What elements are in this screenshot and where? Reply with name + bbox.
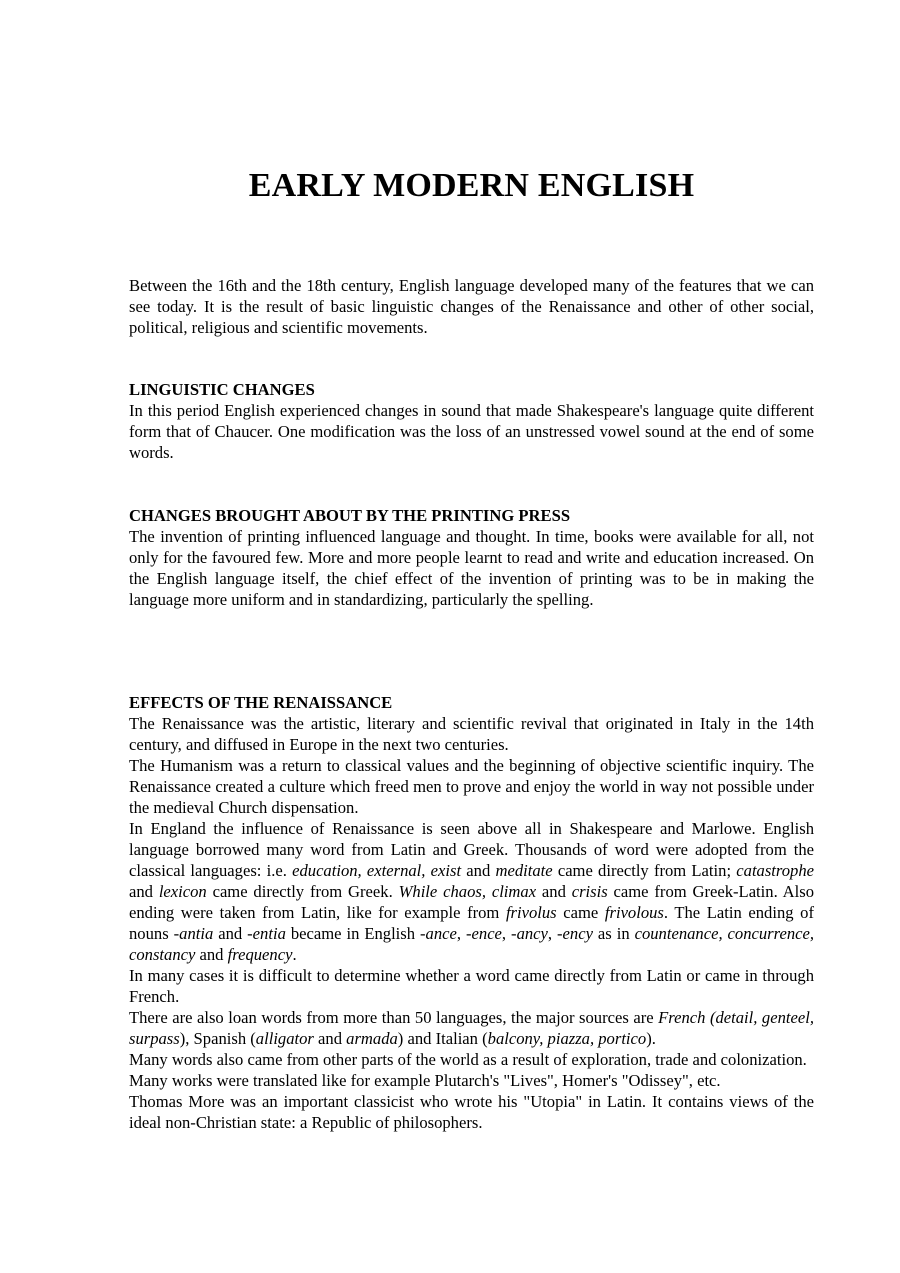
italic-term: crisis [571, 882, 608, 901]
text-run: ). [646, 1029, 656, 1048]
text-run: and [129, 882, 159, 901]
italic-term: -ancy [511, 924, 548, 943]
text-run: became in English [285, 924, 421, 943]
intro-section [129, 275, 814, 338]
text-run: and [195, 945, 228, 964]
text-run: , [456, 924, 466, 943]
text-run: as in [592, 924, 635, 943]
italic-term: frivolous [604, 903, 664, 922]
italic-term: alligator [255, 1029, 314, 1048]
section-heading: CHANGES BROUGHT ABOUT BY THE PRINTING PRESS [129, 506, 571, 525]
linguistic-changes-section [129, 379, 814, 463]
printing-press-section [129, 505, 814, 610]
italic-term: -entia [247, 924, 286, 943]
italic-term: education, external, exist [292, 861, 462, 880]
italic-term: -ence [466, 924, 502, 943]
text-run: and [213, 924, 248, 943]
italic-term: -ance [420, 924, 457, 943]
text-run: There are also loan words from more than 50 languages, the major sources are [129, 1008, 659, 1027]
text-run: ) and Italian ( [397, 1029, 488, 1048]
text-run: came directly from Latin; [552, 861, 737, 880]
section-paragraph: The invention of printing influenced language and thought. In time, books were available for all, not only for the favoured few. More and more people learnt to read and write and education increased. On the English language itself, the chief effect of the invention of printing was to be in making the language more uniform and in standardizing, particularly the spelling. [129, 527, 814, 609]
italic-term: balcony, piazza, portico [487, 1029, 647, 1048]
text-run: , [547, 924, 558, 943]
text-run: came directly from Greek. [206, 882, 399, 901]
section-paragraph: The Humanism was a return to classical values and the beginning of objective scientific inquiry. The Renaissance created a culture which freed men to prove and enjoy the world in way not possible under the medieval Church dispensation. [129, 756, 814, 817]
section-paragraph: Thomas More was an important classicist who wrote his "Utopia" in Latin. It contains views of the ideal non-Christian state: a Republic of philosophers. [129, 1092, 814, 1132]
text-run: . The Latin ending of nouns [129, 903, 814, 943]
section-heading: EFFECTS OF THE RENAISSANCE [129, 693, 393, 712]
intro-paragraph: Between the 16th and the 18th century, English language developed many of the features that we can see today. It is the result of basic linguistic changes of the Renaissance and other of other social, political, religious and scientific movements. [129, 276, 814, 337]
text-run: In England the influence of Renaissance is seen above all in Shakespeare and Marlowe. English language borrowed many word from Latin and Greek. Thousands of word were adopted from the classical languages: i.e. [129, 819, 814, 880]
italic-term: countenance, concurrence, constancy [129, 924, 815, 964]
italic-term: -ency [557, 924, 593, 943]
italic-term: catastrophe [736, 861, 815, 880]
section-paragraph [129, 1007, 814, 1049]
italic-term: lexicon [158, 882, 207, 901]
italic-term: French (detail, genteel, surpass [129, 1008, 814, 1048]
section-paragraph: In this period English experienced changes in sound that made Shakespeare's language quite different form that of Chaucer. One modification was the loss of an unstressed vowel sound at the end of some words. [129, 401, 814, 462]
text-run: came from Greek-Latin. Also ending were taken from Latin, like for example from [129, 882, 814, 922]
italic-term: meditate [495, 861, 553, 880]
section-heading: LINGUISTIC CHANGES [129, 380, 315, 399]
section-paragraph [129, 818, 814, 965]
italic-term: While chaos, climax [398, 882, 537, 901]
italic-term: -antia [173, 924, 214, 943]
text-run: and [461, 861, 496, 880]
text-run: , [501, 924, 512, 943]
text-run: and [313, 1029, 347, 1048]
text-run: ), Spanish ( [179, 1029, 256, 1048]
section-paragraph: Many words also came from other parts of the world as a result of exploration, trade and colonization. [129, 1050, 807, 1069]
italic-term: frequency [227, 945, 293, 964]
section-paragraph: Many works were translated like for example Plutarch's "Lives", Homer's "Odissey", etc. [129, 1071, 721, 1090]
italic-term: frivolus [505, 903, 557, 922]
italic-term: armada [346, 1029, 398, 1048]
text-run: came [556, 903, 605, 922]
page-title: EARLY MODERN ENGLISH [248, 167, 695, 204]
text-run: and [536, 882, 572, 901]
renaissance-section [129, 692, 814, 1133]
text-run: . [292, 945, 297, 964]
section-paragraph: In many cases it is difficult to determine whether a word came directly from Latin or came in through French. [129, 966, 814, 1006]
section-paragraph: The Renaissance was the artistic, literary and scientific revival that originated in Italy in the 14th century, and diffused in Europe in the next two centuries. [129, 714, 814, 754]
